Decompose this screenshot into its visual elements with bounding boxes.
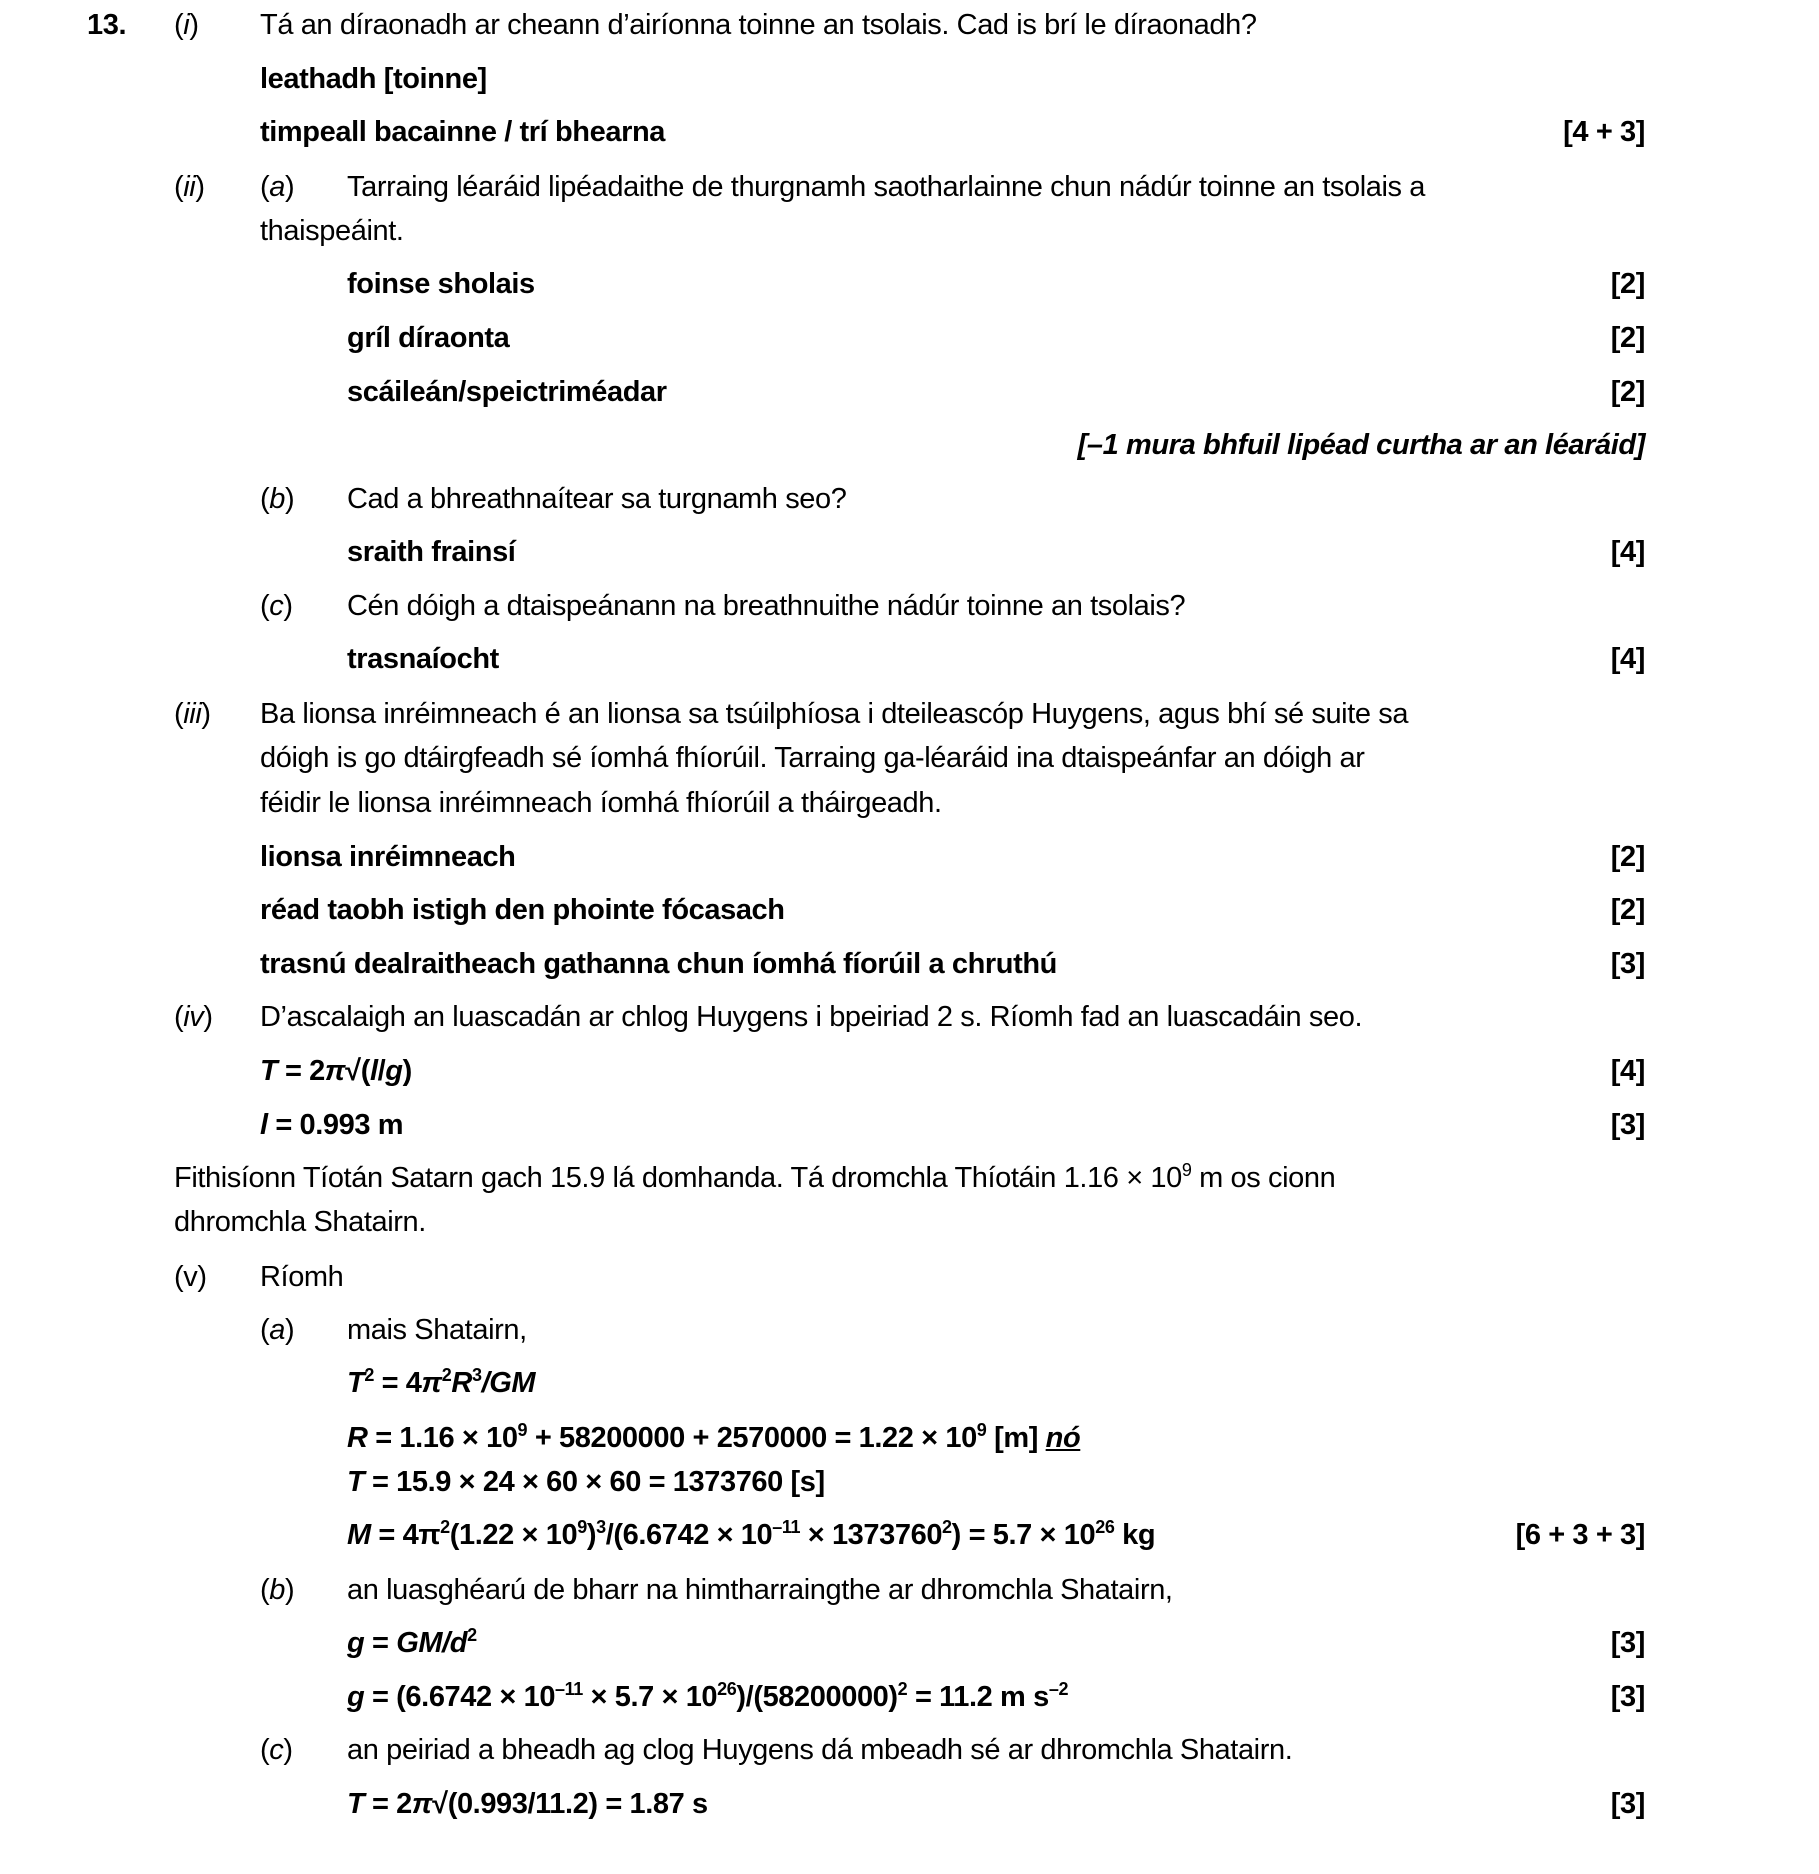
part-ii-c-question-line: [0, 584, 1819, 628]
part-ii-a-answer-row: [0, 316, 1819, 360]
answer-marks: [4]: [1610, 643, 1645, 675]
titan-intro-line-2: [0, 1200, 1819, 1244]
part-ii-a-question-1: Tarraing léaráid lipéadaithe de thurgnamh saotharlainne chun nádúr toinne an tsolais a: [347, 171, 1426, 203]
result-marks: [3]: [1610, 1109, 1645, 1141]
answer-text: scáileán/speictriméadar: [347, 376, 667, 408]
part-v-intro-line: [0, 1255, 1819, 1299]
part-ii-b-question-line: [0, 477, 1819, 521]
part-label-i: (i): [174, 9, 199, 41]
part-v-a-radius-row: [0, 1416, 1819, 1460]
answer-marks: [3]: [1610, 948, 1645, 980]
part-i-answer-line-2: [0, 110, 1819, 154]
part-iv-formula-row: [0, 1049, 1819, 1093]
part-v-b-formula-row: [0, 1621, 1819, 1665]
calc-marks: [3]: [1610, 1681, 1645, 1713]
sub-label-b: (b): [260, 1574, 295, 1606]
answer-marks: [2]: [1610, 322, 1645, 354]
penalty-note: [–1 mura bhfuil lipéad curtha ar an léaráid]: [1077, 429, 1645, 461]
orbit-period-calc: T = 15.9 × 24 × 60 × 60 = 1373760 [s]: [347, 1466, 825, 1498]
answer-marks: [2]: [1610, 376, 1645, 408]
part-v-b-question: an luasghéarú de bharr na himtharraingthe ar dhromchla Shatairn,: [347, 1574, 1173, 1606]
part-iii-question-3: féidir le lionsa inréimneach íomhá fhíorúil a tháirgeadh.: [260, 787, 942, 819]
answer-text: lionsa inréimneach: [260, 841, 516, 873]
part-iv-question-line: [0, 995, 1819, 1039]
part-label-v: (v): [174, 1261, 207, 1293]
formula-marks: [3]: [1610, 1627, 1645, 1659]
part-v-c-question: an peiriad a bheadh ag clog Huygens dá mbeadh sé ar dhromchla Shatairn.: [347, 1734, 1293, 1766]
titan-intro-text-2: dhromchla Shatairn.: [174, 1206, 426, 1238]
part-v-a-mass-row: [0, 1513, 1819, 1557]
part-ii-b-answer-row: [0, 530, 1819, 574]
titan-intro-text-1: Fithisíonn Tíotán Satarn gach 15.9 lá domhanda. Tá dromchla Thíotáin $1.16 \times 10^9$ m os cionn: [174, 1160, 1336, 1194]
part-v-a-marks: [6 + 3 + 3]: [1515, 1519, 1645, 1551]
part-iv-question: D’ascalaigh an luascadán ar chlog Huygens i bpeiriad 2 s. Ríomh fad an luascadáin seo.: [260, 1001, 1363, 1033]
part-ii-a-question-line-1: [0, 165, 1819, 209]
part-ii-a-question-line-2: [0, 209, 1819, 253]
part-ii-a-penalty-line: [0, 423, 1819, 467]
pendulum-length-result: l = 0.993 m: [260, 1109, 404, 1141]
answer-text: réad taobh istigh den phointe fócasach: [260, 894, 785, 926]
answer-marks: [2]: [1610, 268, 1645, 300]
part-v-a-period-row: [0, 1460, 1819, 1504]
part-label-iii: (iii): [174, 698, 211, 730]
gravity-calc: $g = (6.6742 \times 10^{-11} \times 5.7 \times 10^{26})/(58200000)^2 = 11.2$ m $s^{-2}$: [347, 1679, 1069, 1713]
part-i-answer-2: timpeall bacainne / trí bhearna: [260, 116, 665, 148]
part-v-b-question-line: [0, 1568, 1819, 1612]
saturn-mass-calc: $M = 4\pi^2(1.22 \times 10^9)^3/(6.6742 \times 10^{-11} \times 1373760^2) = 5.7 \times 10^{26}$ kg: [347, 1517, 1156, 1551]
saturn-period-calc: T = 2π√(0.993/11.2) = 1.87 s: [347, 1788, 708, 1820]
question-number: 13.: [87, 9, 127, 41]
pendulum-formula: T = 2π√(l/g): [260, 1055, 412, 1087]
part-v-c-marks: [3]: [1610, 1788, 1645, 1820]
part-iii-question-line-1: [0, 692, 1819, 736]
part-v-a-formula-row: [0, 1361, 1819, 1405]
answer-text: foinse sholais: [347, 268, 535, 300]
orbit-radius-calc: $R = 1.16 \times 10^9 + 58200000 + 2570000 = 1.22 \times 10^9$ [m] nó: [347, 1420, 1081, 1454]
part-v-b-calc-row: [0, 1675, 1819, 1719]
part-label-ii: (ii): [174, 171, 205, 203]
part-iii-question-line-3: [0, 781, 1819, 825]
part-ii-c-question: Cén dóigh a dtaispeánann na breathnuithe nádúr toinne an tsolais?: [347, 590, 1186, 622]
part-v-c-formula-row: [0, 1782, 1819, 1826]
part-iii-question-1: Ba lionsa inréimneach é an lionsa sa tsúilphíosa i dteileascóp Huygens, agus bhí sé suite sa: [260, 698, 1409, 730]
answer-marks: [4]: [1610, 536, 1645, 568]
part-label-iv: (iv): [174, 1001, 213, 1033]
part-ii-c-answer-row: [0, 637, 1819, 681]
kepler-formula: $T^2 = 4\pi^2R^3/GM$: [347, 1365, 536, 1399]
q13-part-i-question-line: [0, 3, 1819, 47]
part-v-c-question-line: [0, 1728, 1819, 1772]
part-ii-a-answer-row: [0, 262, 1819, 306]
part-i-question: Tá an díraonadh ar cheann d’airíonna toinne an tsolais. Cad is brí le díraonadh?: [260, 9, 1257, 41]
part-v-intro: Ríomh: [260, 1261, 344, 1293]
part-iv-result-row: [0, 1103, 1819, 1147]
part-ii-a-question-2: thaispeáint.: [260, 215, 404, 247]
answer-text: sraith frainsí: [347, 536, 516, 568]
or-alternative: nó: [1045, 1422, 1081, 1454]
sub-label-a: (a): [260, 171, 295, 203]
formula-marks: [4]: [1610, 1055, 1645, 1087]
answer-text: trasnaíocht: [347, 643, 499, 675]
answer-marks: [2]: [1610, 841, 1645, 873]
sub-label-b: (b): [260, 483, 295, 515]
part-v-a-question-line: [0, 1308, 1819, 1352]
part-i-answer-1: leathadh [toinne]: [260, 63, 487, 95]
part-i-marks: [4 + 3]: [1563, 116, 1645, 148]
part-i-answer-line-1: [0, 57, 1819, 101]
answer-text: trasnú dealraitheach gathanna chun íomhá fíorúil a chruthú: [260, 948, 1057, 980]
sub-label-c: (c): [260, 1734, 293, 1766]
sub-label-c: (c): [260, 590, 293, 622]
sub-label-a: (a): [260, 1314, 295, 1346]
gravity-formula: $g = GM/d^2$: [347, 1625, 477, 1659]
titan-intro-line-1: [0, 1156, 1819, 1200]
part-ii-b-question: Cad a bhreathnaítear sa turgnamh seo?: [347, 483, 847, 515]
part-iii-answer-row: [0, 888, 1819, 932]
part-iii-question-2: dóigh is go dtáirgfeadh sé íomhá fhíorúil. Tarraing ga-léaráid ina dtaispeánfar an dóigh ar: [260, 742, 1365, 774]
part-iii-question-line-2: [0, 736, 1819, 780]
answer-marks: [2]: [1610, 894, 1645, 926]
answer-text: gríl díraonta: [347, 322, 510, 354]
part-v-a-question: mais Shatairn,: [347, 1314, 527, 1346]
part-iii-answer-row: [0, 835, 1819, 879]
part-iii-answer-row: [0, 942, 1819, 986]
part-ii-a-answer-row: [0, 370, 1819, 414]
